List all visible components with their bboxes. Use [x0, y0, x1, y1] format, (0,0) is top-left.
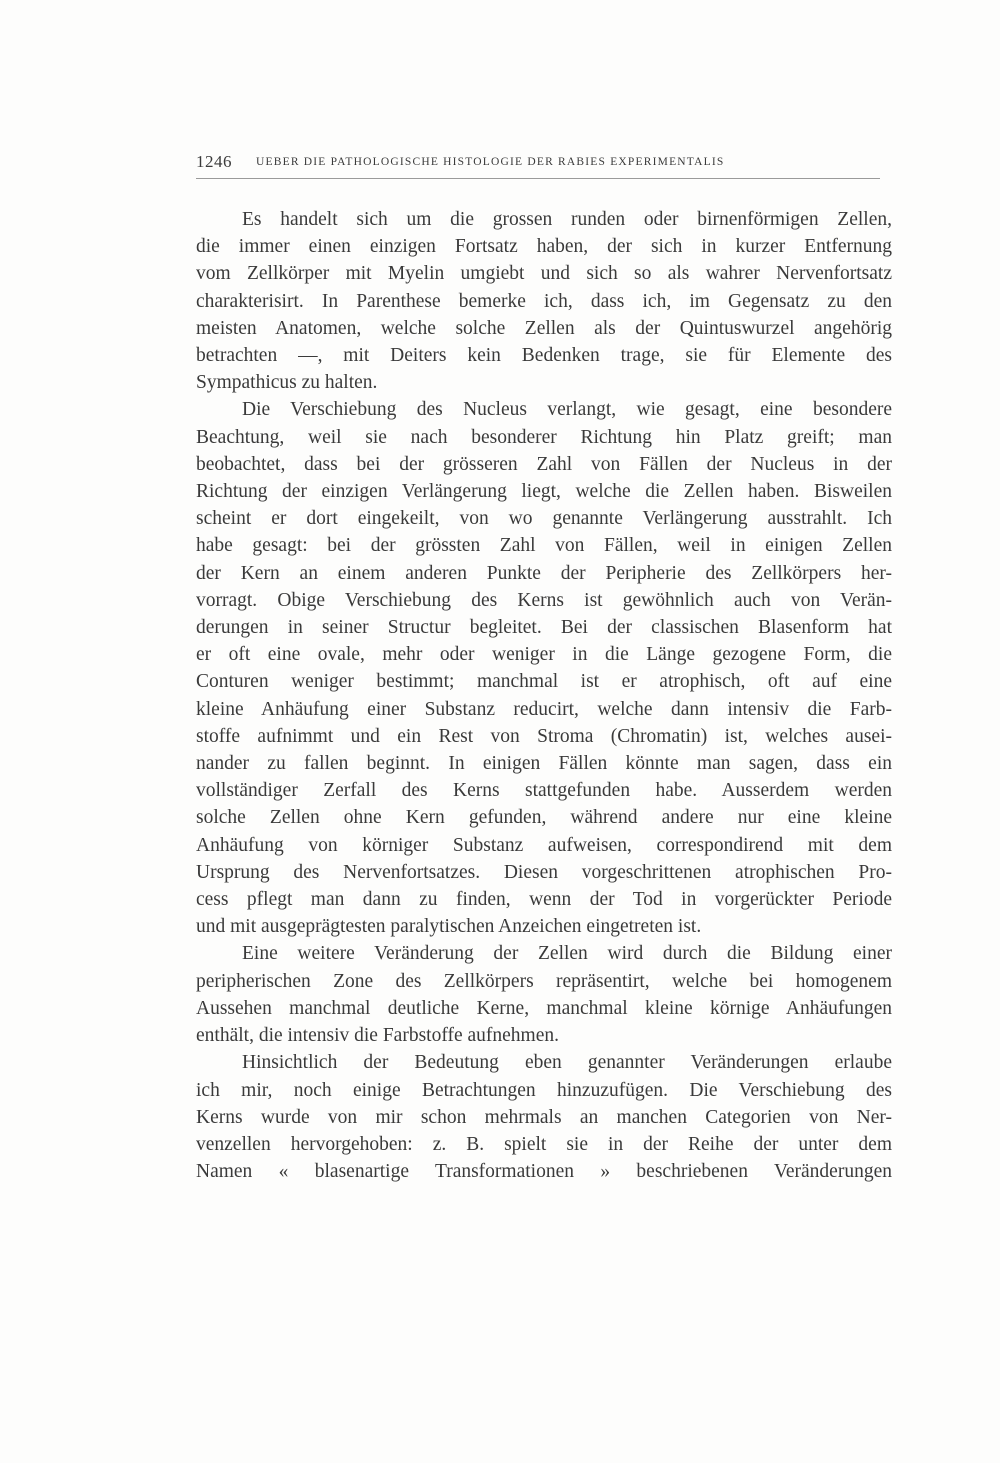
text-line: enthält, die intensiv die Farbstoffe aufnehmen.: [196, 1025, 559, 1047]
text-line: der Kern an einem anderen Punkte der Peripherie des Zellkörpers her-: [196, 562, 892, 584]
text-line: Aussehen manchmal deutliche Kerne, manchmal kleine körnige Anhäufungen: [196, 997, 892, 1019]
text-line: Kerns wurde von mir schon mehrmals an manchen Categorien von Ner-: [196, 1106, 892, 1128]
book-page: [196, 148, 892, 1185]
text-line: derungen in seiner Structur begleitet. Bei der classischen Blasenform hat: [196, 617, 892, 639]
text-line: peripherischen Zone des Zellkörpers repräsentirt, welche bei homogenem: [196, 970, 892, 992]
paragraph-4: [196, 1049, 892, 1185]
paragraph-2: [196, 396, 892, 940]
page-number: 1246: [196, 152, 232, 171]
text-line: Die Verschiebung des Nucleus verlangt, wie gesagt, eine besondere: [242, 399, 892, 421]
text-line: vom Zellkörper mit Myelin umgiebt und sich so als wahrer Nervenfortsatz: [196, 263, 892, 285]
text-line: ich mir, noch einige Betrachtungen hinzuzufügen. Die Verschiebung des: [196, 1079, 892, 1101]
text-line: betrachten —, mit Deiters kein Bedenken trage, sie für Elemente des: [196, 345, 892, 367]
running-title: UEBER DIE PATHOLOGISCHE HISTOLOGIE DER RABIES EXPERIMENTALIS: [256, 156, 725, 168]
text-line: Conturen weniger bestimmt; manchmal ist er atrophisch, oft auf eine: [196, 671, 892, 693]
text-line: vorragt. Obige Verschiebung des Kerns ist gewöhnlich auch von Verän-: [196, 589, 892, 611]
text-line: venzellen hervorgehoben: z. B. spielt sie in der Reihe der unter dem: [196, 1133, 892, 1155]
text-line: habe gesagt: bei der grössten Zahl von Fällen, weil in einigen Zellen: [196, 535, 892, 557]
text-line: und mit ausgeprägtesten paralytischen Anzeichen eingetreten ist.: [196, 916, 702, 938]
running-header: [196, 148, 880, 179]
text-line: charakterisirt. In Parenthese bemerke ich, dass ich, im Gegensatz zu den: [196, 290, 892, 312]
text-line: meisten Anatomen, welche solche Zellen als der Quintuswurzel angehörig: [196, 317, 892, 339]
text-line: Namen « blasenartige Transformationen » beschriebenen Veränderungen: [196, 1161, 892, 1183]
text-line: scheint er dort eingekeilt, von wo genannte Verlängerung ausstrahlt. Ich: [196, 508, 892, 530]
text-line: stoffe aufnimmt und ein Rest von Stroma (Chromatin) ist, welches ausei-: [196, 725, 892, 747]
text-line: nander zu fallen beginnt. In einigen Fällen könnte man sagen, dass ein: [196, 753, 892, 775]
text-line: er oft eine ovale, mehr oder weniger in die Länge gezogene Form, die: [196, 644, 892, 666]
text-line: Eine weitere Veränderung der Zellen wird durch die Bildung einer: [242, 943, 892, 965]
text-line: kleine Anhäufung einer Substanz reducirt, welche dann intensiv die Farb-: [196, 698, 892, 720]
text-line: Ursprung des Nervenfortsatzes. Diesen vorgeschrittenen atrophischen Pro-: [196, 861, 892, 883]
paragraph-3: [196, 940, 892, 1049]
text-line: cess pflegt man dann zu finden, wenn der Tod in vorgerückter Periode: [196, 889, 892, 911]
text-line: die immer einen einzigen Fortsatz haben, der sich in kurzer Entfernung: [196, 236, 892, 258]
text-line: vollständiger Zerfall des Kerns stattgefunden habe. Ausserdem werden: [196, 780, 892, 802]
paragraph-1: [196, 206, 892, 396]
text-line: Anhäufung von körniger Substanz aufweisen, correspondirend mit dem: [196, 834, 892, 856]
text-line: Sympathicus zu halten.: [196, 372, 378, 394]
text-line: Beachtung, weil sie nach besonderer Richtung hin Platz greift; man: [196, 426, 892, 448]
text-line: solche Zellen ohne Kern gefunden, während andere nur eine kleine: [196, 807, 892, 829]
text-line: Es handelt sich um die grossen runden oder birnenförmigen Zellen,: [242, 209, 892, 230]
text-line: beobachtet, dass bei der grösseren Zahl von Fällen der Nucleus in der: [196, 453, 892, 475]
body-text: [196, 206, 892, 1185]
text-line: Richtung der einzigen Verlängerung liegt, welche die Zellen haben. Bisweilen: [196, 481, 892, 503]
text-line: Hinsichtlich der Bedeutung eben genannter Veränderungen erlaube: [242, 1052, 892, 1074]
